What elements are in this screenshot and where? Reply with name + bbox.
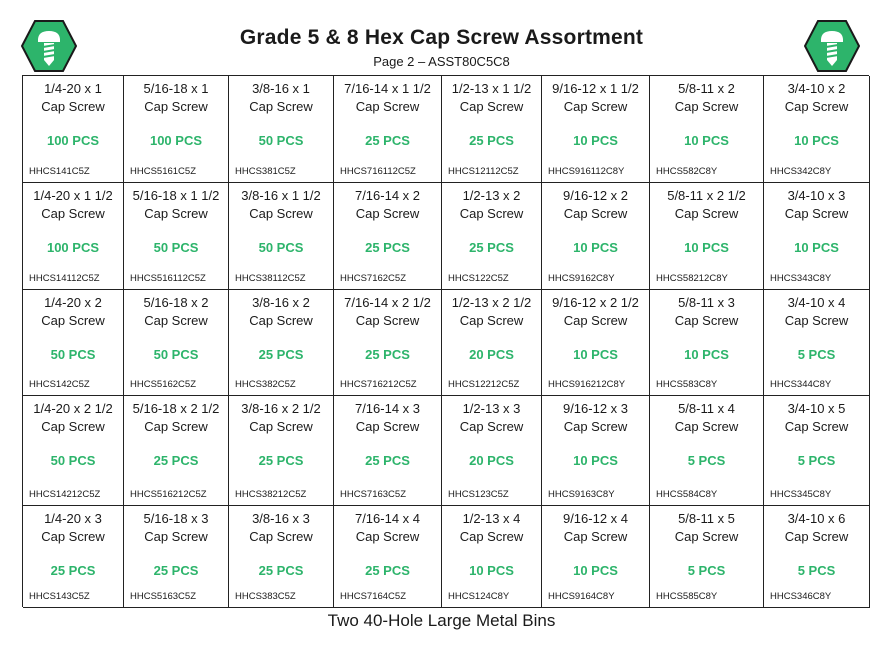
bin-cell bbox=[124, 290, 229, 396]
bin-cell bbox=[650, 506, 764, 608]
bin-quantity: 10 PCS bbox=[573, 240, 618, 255]
bin-sku: HHCS7163C5Z bbox=[340, 489, 406, 500]
bin-type: Cap Screw bbox=[459, 206, 524, 221]
bin-cell bbox=[542, 290, 650, 396]
bin-type: Cap Screw bbox=[563, 529, 628, 544]
bin-quantity: 50 PCS bbox=[50, 453, 96, 468]
bin-quantity: 10 PCS bbox=[573, 453, 618, 468]
bin-type: Cap Screw bbox=[355, 419, 420, 434]
bin-cell bbox=[442, 506, 542, 608]
bin-type: Cap Screw bbox=[563, 99, 628, 114]
bin-cell bbox=[334, 506, 442, 608]
footer-caption: Two 40-Hole Large Metal Bins bbox=[327, 611, 556, 630]
bin-size: 1/4-20 x 1 1/2 bbox=[33, 188, 113, 203]
bin-type: Cap Screw bbox=[459, 99, 524, 114]
bin-type: Cap Screw bbox=[674, 206, 739, 221]
bin-sku: HHCS382C5Z bbox=[235, 379, 296, 390]
bin-size: 1/2-13 x 3 bbox=[462, 401, 521, 416]
bin-type: Cap Screw bbox=[249, 206, 313, 221]
bin-sku: HHCS141C5Z bbox=[29, 166, 90, 177]
bin-type: Cap Screw bbox=[41, 206, 105, 221]
bin-sku: HHCS381C5Z bbox=[235, 166, 296, 177]
bin-cell bbox=[334, 290, 442, 396]
bin-sku: HHCS9163C8Y bbox=[548, 489, 615, 500]
bin-sku: HHCS9164C8Y bbox=[548, 591, 615, 602]
bin-cell bbox=[442, 396, 542, 506]
bin-quantity: 25 PCS bbox=[469, 240, 514, 255]
bin-cell bbox=[23, 290, 124, 396]
bin-quantity: 10 PCS bbox=[573, 347, 618, 362]
bin-size: 3/4-10 x 3 bbox=[787, 188, 846, 203]
bin-cell bbox=[442, 290, 542, 396]
assortment-grid bbox=[22, 75, 869, 607]
bin-sku: HHCS12212C5Z bbox=[448, 379, 520, 390]
bin-size: 9/16-12 x 2 bbox=[562, 188, 629, 203]
bin-type: Cap Screw bbox=[249, 529, 313, 544]
bin-type: Cap Screw bbox=[459, 313, 524, 328]
bin-sku: HHCS7162C5Z bbox=[340, 273, 406, 284]
bin-type: Cap Screw bbox=[144, 313, 208, 328]
bin-sku: HHCS585C8Y bbox=[656, 591, 718, 602]
bin-quantity: 100 PCS bbox=[149, 133, 203, 148]
bin-cell bbox=[124, 396, 229, 506]
bin-sku: HHCS516112C5Z bbox=[130, 273, 206, 284]
bin-quantity: 50 PCS bbox=[153, 347, 199, 362]
bin-sku: HHCS5163C5Z bbox=[130, 591, 196, 602]
bin-cell bbox=[334, 396, 442, 506]
bin-cell bbox=[229, 76, 334, 183]
bin-cell bbox=[23, 76, 124, 183]
bin-sku: HHCS345C8Y bbox=[770, 489, 832, 500]
bin-quantity: 25 PCS bbox=[153, 453, 199, 468]
bin-type: Cap Screw bbox=[355, 529, 420, 544]
page-title: Grade 5 & 8 Hex Cap Screw Assortment bbox=[239, 26, 644, 49]
bin-quantity: 5 PCS bbox=[687, 453, 726, 468]
bin-sku: HHCS143C5Z bbox=[29, 591, 90, 602]
bin-size: 7/16-14 x 2 bbox=[354, 188, 421, 203]
bin-type: Cap Screw bbox=[459, 529, 524, 544]
bin-quantity: 25 PCS bbox=[365, 240, 410, 255]
bin-cell bbox=[542, 183, 650, 290]
bin-size: 5/16-18 x 2 1/2 bbox=[132, 401, 220, 416]
bin-cell bbox=[229, 506, 334, 608]
bin-sku: HHCS142C5Z bbox=[29, 379, 90, 390]
bin-size: 7/16-14 x 1 1/2 bbox=[344, 81, 431, 96]
bin-sku: HHCS916112C8Y bbox=[548, 166, 625, 177]
bin-sku: HHCS122C5Z bbox=[448, 273, 509, 284]
bin-quantity: 25 PCS bbox=[365, 347, 410, 362]
bin-cell bbox=[650, 76, 764, 183]
bin-cell bbox=[442, 76, 542, 183]
bin-cell bbox=[542, 76, 650, 183]
bin-quantity: 5 PCS bbox=[687, 563, 726, 578]
bin-type: Cap Screw bbox=[563, 313, 628, 328]
bin-sku: HHCS5162C5Z bbox=[130, 379, 196, 390]
bin-size: 9/16-12 x 1 1/2 bbox=[552, 81, 639, 96]
bin-quantity: 25 PCS bbox=[469, 133, 514, 148]
bin-quantity: 10 PCS bbox=[684, 347, 729, 362]
bin-size: 5/16-18 x 3 bbox=[143, 511, 209, 526]
bin-sku: HHCS14112C5Z bbox=[29, 273, 100, 284]
bin-size: 3/8-16 x 1 bbox=[252, 81, 310, 96]
bin-type: Cap Screw bbox=[674, 313, 739, 328]
bin-sku: HHCS9162C8Y bbox=[548, 273, 615, 284]
bin-sku: HHCS123C5Z bbox=[448, 489, 509, 500]
bin-size: 3/4-10 x 4 bbox=[787, 295, 846, 310]
bin-size: 5/8-11 x 4 bbox=[678, 401, 735, 416]
bin-size: 1/4-20 x 2 1/2 bbox=[33, 401, 113, 416]
bin-size: 1/4-20 x 3 bbox=[44, 511, 102, 526]
bin-cell bbox=[650, 290, 764, 396]
bin-cell bbox=[764, 290, 870, 396]
bin-sku: HHCS383C5Z bbox=[235, 591, 296, 602]
bin-size: 1/2-13 x 2 1/2 bbox=[451, 295, 532, 310]
bin-cell bbox=[229, 183, 334, 290]
bin-type: Cap Screw bbox=[355, 99, 420, 114]
bin-sku: HHCS716212C5Z bbox=[340, 379, 417, 390]
bin-type: Cap Screw bbox=[144, 529, 208, 544]
bin-type: Cap Screw bbox=[249, 313, 313, 328]
bin-quantity: 25 PCS bbox=[365, 563, 410, 578]
bin-quantity: 25 PCS bbox=[258, 453, 304, 468]
bin-size: 3/8-16 x 2 bbox=[252, 295, 310, 310]
bin-quantity: 50 PCS bbox=[50, 347, 96, 362]
bin-sku: HHCS5161C5Z bbox=[130, 166, 196, 177]
bin-sku: HHCS584C8Y bbox=[656, 489, 718, 500]
bin-cell bbox=[23, 506, 124, 608]
bin-type: Cap Screw bbox=[674, 529, 739, 544]
bin-cell bbox=[124, 183, 229, 290]
bin-type: Cap Screw bbox=[144, 206, 208, 221]
bin-type: Cap Screw bbox=[674, 419, 739, 434]
bin-quantity: 100 PCS bbox=[46, 133, 100, 148]
bin-sku: HHCS58212C8Y bbox=[656, 273, 728, 284]
bin-cell bbox=[650, 396, 764, 506]
bin-type: Cap Screw bbox=[784, 419, 849, 434]
bin-type: Cap Screw bbox=[784, 99, 849, 114]
bin-size: 5/16-18 x 1 1/2 bbox=[132, 188, 220, 203]
bin-cell bbox=[334, 183, 442, 290]
bin-type: Cap Screw bbox=[249, 99, 313, 114]
bin-quantity: 20 PCS bbox=[469, 347, 514, 362]
bin-type: Cap Screw bbox=[41, 529, 105, 544]
bin-quantity: 5 PCS bbox=[797, 453, 836, 468]
bin-cell bbox=[23, 396, 124, 506]
bin-size: 7/16-14 x 2 1/2 bbox=[344, 295, 431, 310]
bin-quantity: 25 PCS bbox=[258, 563, 304, 578]
bin-quantity: 50 PCS bbox=[153, 240, 199, 255]
bin-sku: HHCS716112C5Z bbox=[340, 166, 416, 177]
bin-size: 5/8-11 x 3 bbox=[678, 295, 735, 310]
bin-size: 3/4-10 x 6 bbox=[787, 511, 846, 526]
bin-size: 5/16-18 x 2 bbox=[143, 295, 209, 310]
bin-cell bbox=[229, 396, 334, 506]
bin-quantity: 25 PCS bbox=[258, 347, 304, 362]
bin-type: Cap Screw bbox=[784, 313, 849, 328]
bin-size: 1/2-13 x 2 bbox=[462, 188, 521, 203]
bin-size: 3/8-16 x 3 bbox=[252, 511, 310, 526]
bin-type: Cap Screw bbox=[41, 313, 105, 328]
bin-size: 1/2-13 x 4 bbox=[462, 511, 521, 526]
bin-quantity: 10 PCS bbox=[684, 240, 729, 255]
bin-size: 5/8-11 x 2 1/2 bbox=[667, 188, 746, 203]
bin-sku: HHCS343C8Y bbox=[770, 273, 832, 284]
bin-cell bbox=[542, 506, 650, 608]
bin-size: 3/4-10 x 2 bbox=[787, 81, 846, 96]
bin-size: 3/4-10 x 5 bbox=[787, 401, 846, 416]
bin-size: 9/16-12 x 3 bbox=[562, 401, 629, 416]
bin-cell bbox=[764, 76, 870, 183]
bin-type: Cap Screw bbox=[784, 529, 849, 544]
bin-size: 7/16-14 x 4 bbox=[354, 511, 421, 526]
bin-quantity: 10 PCS bbox=[469, 563, 514, 578]
bin-type: Cap Screw bbox=[563, 206, 628, 221]
bin-sku: HHCS344C8Y bbox=[770, 379, 832, 390]
bin-type: Cap Screw bbox=[355, 313, 420, 328]
bin-type: Cap Screw bbox=[784, 206, 849, 221]
bin-size: 5/8-11 x 2 bbox=[678, 81, 735, 96]
bin-sku: HHCS38212C5Z bbox=[235, 489, 307, 500]
bin-quantity: 10 PCS bbox=[684, 133, 729, 148]
bin-sku: HHCS7164C5Z bbox=[340, 591, 406, 602]
bin-cell bbox=[229, 290, 334, 396]
bin-size: 1/4-20 x 1 bbox=[44, 81, 102, 96]
bin-quantity: 25 PCS bbox=[50, 563, 96, 578]
bin-size: 7/16-14 x 3 bbox=[354, 401, 421, 416]
bin-quantity: 5 PCS bbox=[797, 563, 836, 578]
bin-type: Cap Screw bbox=[249, 419, 313, 434]
bin-type: Cap Screw bbox=[41, 419, 105, 434]
bin-size: 5/8-11 x 5 bbox=[678, 511, 735, 526]
bin-size: 9/16-12 x 2 1/2 bbox=[552, 295, 639, 310]
bin-size: 3/8-16 x 1 1/2 bbox=[241, 188, 321, 203]
bin-size: 9/16-12 x 4 bbox=[562, 511, 629, 526]
bin-quantity: 50 PCS bbox=[258, 133, 304, 148]
bin-sku: HHCS583C8Y bbox=[656, 379, 718, 390]
bin-cell bbox=[334, 76, 442, 183]
bin-sku: HHCS346C8Y bbox=[770, 591, 832, 602]
bin-type: Cap Screw bbox=[144, 99, 208, 114]
bin-cell bbox=[764, 396, 870, 506]
bin-cell bbox=[442, 183, 542, 290]
bin-cell bbox=[23, 183, 124, 290]
bin-cell bbox=[650, 183, 764, 290]
bin-type: Cap Screw bbox=[41, 99, 105, 114]
bin-quantity: 25 PCS bbox=[365, 453, 410, 468]
page-subtitle: Page 2 – ASST80C5C8 bbox=[373, 54, 510, 69]
bin-quantity: 10 PCS bbox=[573, 563, 618, 578]
bin-quantity: 50 PCS bbox=[258, 240, 304, 255]
bin-sku: HHCS14212C5Z bbox=[29, 489, 101, 500]
bin-sku: HHCS916212C8Y bbox=[548, 379, 626, 390]
bin-size: 1/4-20 x 2 bbox=[44, 295, 102, 310]
bin-cell bbox=[542, 396, 650, 506]
bin-size: 3/8-16 x 2 1/2 bbox=[241, 401, 321, 416]
bin-quantity: 20 PCS bbox=[469, 453, 514, 468]
bin-sku: HHCS582C8Y bbox=[656, 166, 718, 177]
bin-quantity: 5 PCS bbox=[797, 347, 836, 362]
bin-cell bbox=[764, 183, 870, 290]
bin-sku: HHCS516212C5Z bbox=[130, 489, 207, 500]
bin-size: 5/16-18 x 1 bbox=[143, 81, 209, 96]
bin-sku: HHCS124C8Y bbox=[448, 591, 510, 602]
bin-size: 1/2-13 x 1 1/2 bbox=[451, 81, 532, 96]
bin-type: Cap Screw bbox=[355, 206, 420, 221]
bin-quantity: 25 PCS bbox=[153, 563, 199, 578]
bin-cell bbox=[124, 506, 229, 608]
bin-cell bbox=[124, 76, 229, 183]
bin-sku: HHCS38112C5Z bbox=[235, 273, 306, 284]
bin-quantity: 10 PCS bbox=[794, 240, 839, 255]
bin-cell bbox=[764, 506, 870, 608]
bin-quantity: 10 PCS bbox=[573, 133, 618, 148]
bin-type: Cap Screw bbox=[459, 419, 524, 434]
bin-quantity: 25 PCS bbox=[365, 133, 410, 148]
bin-quantity: 10 PCS bbox=[794, 133, 839, 148]
bin-quantity: 100 PCS bbox=[46, 240, 100, 255]
bin-type: Cap Screw bbox=[144, 419, 208, 434]
bin-type: Cap Screw bbox=[674, 99, 739, 114]
bin-type: Cap Screw bbox=[563, 419, 628, 434]
bin-sku: HHCS12112C5Z bbox=[448, 166, 519, 177]
bin-sku: HHCS342C8Y bbox=[770, 166, 832, 177]
